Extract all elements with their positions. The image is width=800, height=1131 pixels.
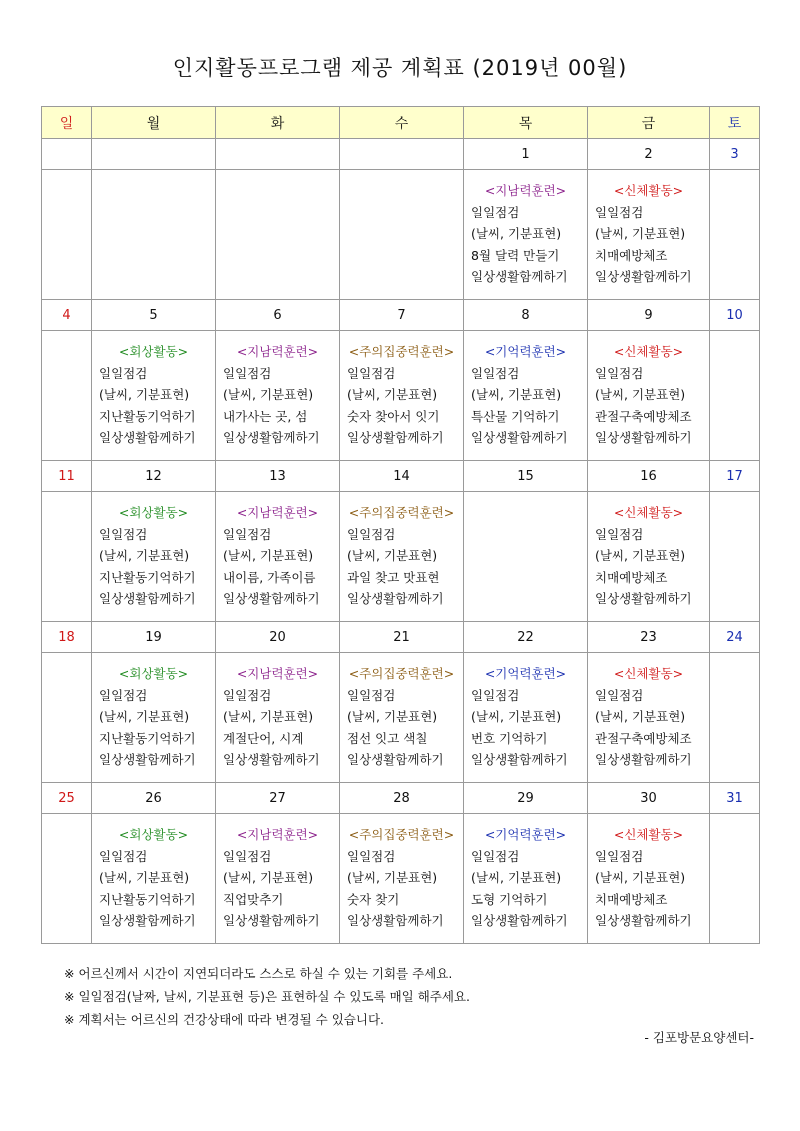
activity-line: 8월 달력 만들기	[471, 247, 560, 263]
activity-line: 일상생활함께하기	[347, 913, 444, 928]
activity-line: 일일점검	[471, 848, 520, 864]
activity-line: 지난활동기억하기	[99, 408, 196, 424]
activity-title: <회상활동>	[118, 344, 189, 359]
calendar-table	[41, 106, 760, 944]
activity-line: 일상생활함께하기	[471, 269, 568, 284]
activity-line: 치매예방체조	[595, 247, 668, 263]
activity-row	[42, 653, 760, 783]
date-cell-wed: 14	[340, 461, 464, 492]
activity-line: 도형 기억하기	[471, 891, 548, 907]
activity-title: <지남력훈련>	[236, 666, 319, 681]
date-cell-tue: 20	[216, 622, 340, 653]
activity-line: (날씨, 기분표현)	[595, 226, 686, 241]
activity-line: 번호 기억하기	[471, 730, 548, 746]
activity-line: 일상생활함께하기	[595, 752, 692, 767]
date-cell-sat: 31	[710, 783, 760, 814]
date-row	[42, 622, 760, 653]
activity-cell-fri	[588, 170, 710, 300]
activity-line: 일상생활함께하기	[99, 591, 196, 606]
activity-line: (날씨, 기분표현)	[595, 387, 686, 402]
activity-cell-sat	[710, 170, 760, 300]
activity-line: 지난활동기억하기	[99, 891, 196, 907]
activity-cell-wed	[340, 170, 464, 300]
date-row	[42, 461, 760, 492]
activity-line: 일상생활함께하기	[471, 913, 568, 928]
activity-cell-tue	[216, 814, 340, 944]
date-cell-sun: 4	[42, 300, 92, 331]
activity-cell-sun	[42, 170, 92, 300]
activity-cell-sun	[42, 814, 92, 944]
activity-line: (날씨, 기분표현)	[99, 870, 190, 885]
activity-line: 일일점검	[347, 526, 396, 542]
date-cell-mon	[92, 139, 216, 170]
activity-line: 치매예방체조	[595, 569, 668, 585]
date-row	[42, 139, 760, 170]
date-cell-wed	[340, 139, 464, 170]
activity-line: (날씨, 기분표현)	[347, 870, 438, 885]
activity-line: 일일점검	[223, 687, 272, 703]
activity-cell-sat	[710, 331, 760, 461]
activity-title: <회상활동>	[118, 827, 189, 842]
activity-cell-mon	[92, 492, 216, 622]
weekday-thu: 목	[464, 107, 588, 139]
activity-title: <주의집중력훈련>	[348, 344, 455, 359]
activity-line: (날씨, 기분표현)	[471, 870, 562, 885]
activity-title: <신체활동>	[613, 183, 684, 198]
activity-line: (날씨, 기분표현)	[99, 709, 190, 724]
date-cell-sun: 11	[42, 461, 92, 492]
weekday-wed: 수	[340, 107, 464, 139]
date-cell-mon: 12	[92, 461, 216, 492]
activity-line: 일상생활함께하기	[223, 430, 320, 445]
activity-line: 숫자 찾기	[347, 891, 400, 907]
activity-line: (날씨, 기분표현)	[223, 548, 314, 563]
activity-cell-mon	[92, 331, 216, 461]
activity-cell-wed	[340, 331, 464, 461]
activity-row	[42, 170, 760, 300]
activity-cell-mon	[92, 653, 216, 783]
activity-line: 일일점검	[471, 687, 520, 703]
activity-line: 점선 잇고 색칠	[347, 730, 428, 746]
activity-title: <회상활동>	[118, 666, 189, 681]
date-cell-sun: 18	[42, 622, 92, 653]
activity-line: 일일점검	[595, 365, 644, 381]
notes	[64, 962, 470, 1031]
activity-cell-thu	[464, 331, 588, 461]
activity-title: <기억력훈련>	[484, 666, 567, 681]
activity-line: 내가사는 곳, 섬	[223, 408, 308, 424]
date-cell-sun	[42, 139, 92, 170]
date-cell-fri: 23	[588, 622, 710, 653]
date-cell-sat: 24	[710, 622, 760, 653]
note-line: ※ 계획서는 어르신의 건강상태에 따라 변경될 수 있습니다.	[64, 1012, 384, 1027]
activity-line: 내이름, 가족이름	[223, 569, 316, 585]
activity-line: (날씨, 기분표현)	[595, 870, 686, 885]
activity-line: (날씨, 기분표현)	[347, 709, 438, 724]
activity-cell-tue	[216, 170, 340, 300]
activity-cell-wed	[340, 814, 464, 944]
activity-line: 일일점검	[223, 365, 272, 381]
activity-row	[42, 814, 760, 944]
activity-line: 특산물 기억하기	[471, 408, 560, 424]
activity-line: 일상생활함께하기	[471, 430, 568, 445]
activity-line: 일상생활함께하기	[347, 752, 444, 767]
page-title: 인지활동프로그램 제공 계획표 (2019년 00월)	[172, 56, 628, 80]
date-cell-tue	[216, 139, 340, 170]
activity-line: 일상생활함께하기	[223, 591, 320, 606]
date-row	[42, 783, 760, 814]
activity-row	[42, 331, 760, 461]
date-cell-sat: 10	[710, 300, 760, 331]
date-cell-fri: 16	[588, 461, 710, 492]
footer-org: - 김포방문요양센터-	[644, 1030, 754, 1045]
activity-cell-mon	[92, 814, 216, 944]
date-cell-tue: 6	[216, 300, 340, 331]
activity-line: 일일점검	[99, 526, 148, 542]
date-cell-sat: 17	[710, 461, 760, 492]
activity-cell-sat	[710, 814, 760, 944]
activity-title: <주의집중력훈련>	[348, 827, 455, 842]
activity-line: 관절구축예방체조	[595, 408, 692, 424]
date-cell-thu: 8	[464, 300, 588, 331]
activity-cell-thu	[464, 170, 588, 300]
activity-line: 일상생활함께하기	[595, 430, 692, 445]
activity-line: 일상생활함께하기	[223, 913, 320, 928]
activity-line: 관절구축예방체조	[595, 730, 692, 746]
activity-line: (날씨, 기분표현)	[223, 387, 314, 402]
activity-cell-sat	[710, 653, 760, 783]
date-cell-mon: 5	[92, 300, 216, 331]
activity-title: <신체활동>	[613, 344, 684, 359]
activity-line: (날씨, 기분표현)	[471, 226, 562, 241]
weekday-fri: 금	[588, 107, 710, 139]
activity-line: (날씨, 기분표현)	[347, 387, 438, 402]
weekday-sat: 토	[710, 107, 760, 139]
date-cell-fri: 2	[588, 139, 710, 170]
activity-line: 일일점검	[223, 526, 272, 542]
activity-line: 일일점검	[595, 526, 644, 542]
activity-line: (날씨, 기분표현)	[471, 709, 562, 724]
activity-title: <지남력훈련>	[236, 827, 319, 842]
activity-line: 일상생활함께하기	[347, 430, 444, 445]
activity-cell-thu	[464, 653, 588, 783]
activity-title: <신체활동>	[613, 666, 684, 681]
activity-line: 일상생활함께하기	[99, 913, 196, 928]
activity-line: 일상생활함께하기	[347, 591, 444, 606]
activity-cell-sun	[42, 492, 92, 622]
note-line: ※ 일일점검(날짜, 날씨, 기분표현 등)은 표현하실 수 있도록 매일 해주세요.	[64, 989, 471, 1004]
activity-line: 일일점검	[471, 365, 520, 381]
date-cell-tue: 27	[216, 783, 340, 814]
activity-cell-sun	[42, 331, 92, 461]
activity-cell-sun	[42, 653, 92, 783]
date-cell-fri: 9	[588, 300, 710, 331]
date-cell-wed: 28	[340, 783, 464, 814]
activity-line: (날씨, 기분표현)	[223, 709, 314, 724]
activity-line: 일일점검	[223, 848, 272, 864]
date-cell-mon: 19	[92, 622, 216, 653]
date-cell-wed: 21	[340, 622, 464, 653]
activity-title: <기억력훈련>	[484, 827, 567, 842]
date-cell-thu: 1	[464, 139, 588, 170]
activity-title: <지남력훈련>	[484, 183, 567, 198]
activity-cell-tue	[216, 492, 340, 622]
activity-line: (날씨, 기분표현)	[347, 548, 438, 563]
activity-row	[42, 492, 760, 622]
note-line: ※ 어르신께서 시간이 지연되더라도 스스로 하실 수 있는 기회를 주세요.	[64, 966, 453, 981]
activity-line: (날씨, 기분표현)	[595, 709, 686, 724]
date-cell-mon: 26	[92, 783, 216, 814]
activity-line: 일상생활함께하기	[471, 752, 568, 767]
activity-line: 일일점검	[99, 365, 148, 381]
activity-line: 일일점검	[99, 687, 148, 703]
activity-title: <신체활동>	[613, 827, 684, 842]
activity-cell-fri	[588, 492, 710, 622]
date-cell-sun: 25	[42, 783, 92, 814]
activity-title: <신체활동>	[613, 505, 684, 520]
weekday-sun: 일	[42, 107, 92, 139]
date-row	[42, 300, 760, 331]
activity-cell-fri	[588, 331, 710, 461]
date-cell-thu: 22	[464, 622, 588, 653]
activity-line: 숫자 찾아서 잇기	[347, 408, 440, 424]
activity-line: 일일점검	[595, 848, 644, 864]
activity-line: 일일점검	[595, 204, 644, 220]
activity-cell-fri	[588, 653, 710, 783]
activity-line: 지난활동기억하기	[99, 730, 196, 746]
date-cell-thu: 15	[464, 461, 588, 492]
activity-title: <회상활동>	[118, 505, 189, 520]
weekday-header-row	[42, 107, 760, 139]
activity-line: (날씨, 기분표현)	[99, 548, 190, 563]
activity-cell-thu	[464, 492, 588, 622]
activity-line: 일상생활함께하기	[595, 591, 692, 606]
activity-line: 일일점검	[347, 848, 396, 864]
activity-line: 직업맞추기	[223, 891, 284, 907]
activity-title: <주의집중력훈련>	[348, 666, 455, 681]
activity-line: 치매예방체조	[595, 891, 668, 907]
activity-line: (날씨, 기분표현)	[223, 870, 314, 885]
weekday-tue: 화	[216, 107, 340, 139]
activity-cell-thu	[464, 814, 588, 944]
activity-line: (날씨, 기분표현)	[595, 548, 686, 563]
activity-line: 계절단어, 시계	[223, 730, 304, 746]
activity-cell-fri	[588, 814, 710, 944]
date-cell-fri: 30	[588, 783, 710, 814]
activity-line: 일일점검	[471, 204, 520, 220]
date-cell-sat: 3	[710, 139, 760, 170]
activity-line: 일상생활함께하기	[99, 430, 196, 445]
activity-cell-tue	[216, 653, 340, 783]
activity-line: 일일점검	[595, 687, 644, 703]
activity-cell-wed	[340, 492, 464, 622]
activity-line: 일상생활함께하기	[223, 752, 320, 767]
weekday-mon: 월	[92, 107, 216, 139]
activity-line: 일일점검	[99, 848, 148, 864]
activity-line: 일상생활함께하기	[595, 269, 692, 284]
activity-line: 일상생활함께하기	[595, 913, 692, 928]
activity-title: <지남력훈련>	[236, 344, 319, 359]
activity-line: 지난활동기억하기	[99, 569, 196, 585]
activity-line: 과일 찾고 맛표현	[347, 569, 440, 585]
activity-line: 일일점검	[347, 687, 396, 703]
date-cell-wed: 7	[340, 300, 464, 331]
date-cell-tue: 13	[216, 461, 340, 492]
activity-cell-tue	[216, 331, 340, 461]
activity-title: <주의집중력훈련>	[348, 505, 455, 520]
activity-line: 일상생활함께하기	[99, 752, 196, 767]
activity-cell-sat	[710, 492, 760, 622]
activity-title: <지남력훈련>	[236, 505, 319, 520]
activity-cell-mon	[92, 170, 216, 300]
activity-title: <기억력훈련>	[484, 344, 567, 359]
activity-line: (날씨, 기분표현)	[99, 387, 190, 402]
date-cell-thu: 29	[464, 783, 588, 814]
activity-line: 일일점검	[347, 365, 396, 381]
activity-line: (날씨, 기분표현)	[471, 387, 562, 402]
activity-cell-wed	[340, 653, 464, 783]
